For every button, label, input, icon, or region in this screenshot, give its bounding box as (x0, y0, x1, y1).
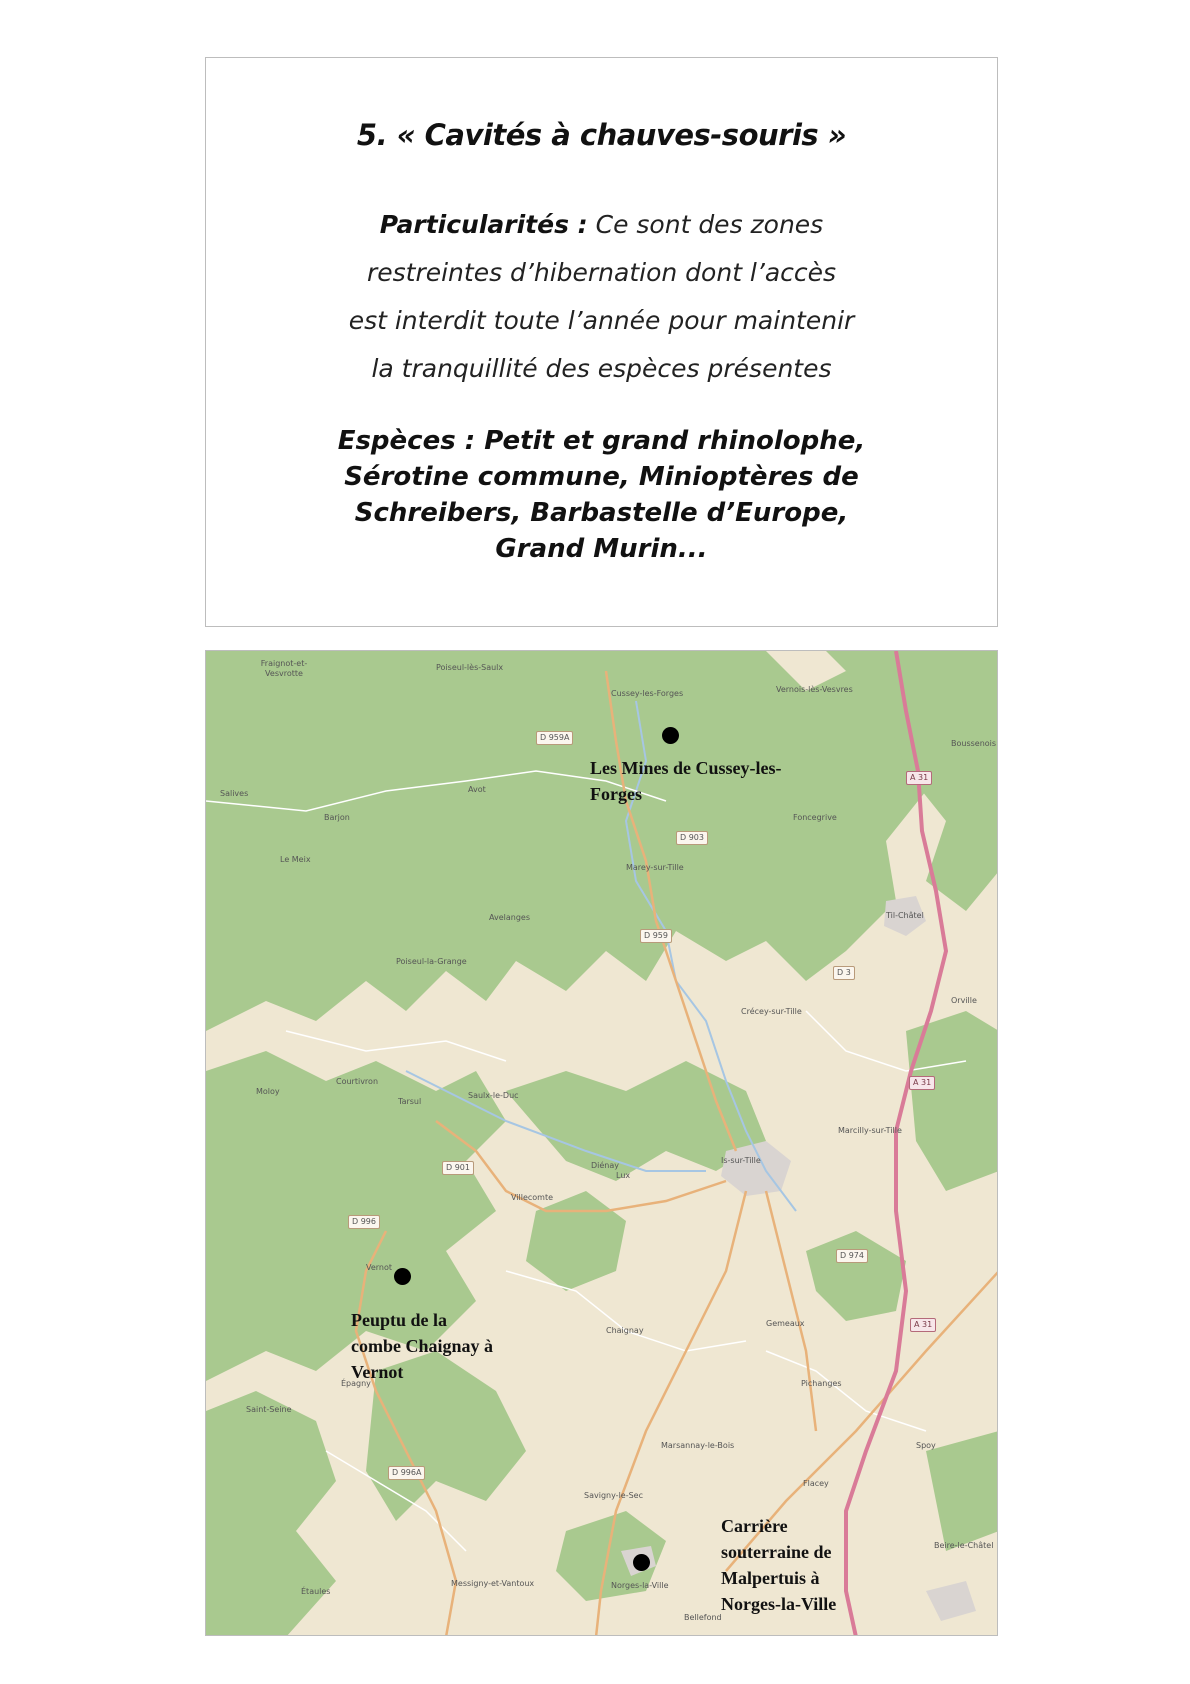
place-label: Avelanges (489, 913, 531, 922)
road-shield: D 959 (640, 929, 672, 943)
place-label: Boussenois (951, 739, 997, 748)
road-shield: D 3 (833, 966, 855, 980)
place-label: Crécey-sur-Tille (741, 1007, 802, 1016)
place-label: Orville (951, 996, 977, 1005)
place-label: Savigny-le-Sec (584, 1491, 643, 1500)
place-label: Marcilly-sur-Tille (838, 1126, 902, 1135)
place-label: Poiseul-la-Grange (396, 957, 467, 966)
road-shield: D 974 (836, 1249, 868, 1263)
place-label: Moloy (256, 1087, 280, 1096)
place-label: Avot (468, 785, 486, 794)
place-label: Saint-Seine (246, 1405, 292, 1414)
place-label: Lux (616, 1171, 631, 1180)
particularites-text: Ce sont des zones restreintes d’hibernation dont l’accès est interdit toute l’année pour maintenir la tranquillité des espèces présentes (348, 210, 855, 383)
site-label: Peuptu de la combe Chaignay à Vernot (351, 1310, 494, 1382)
road-shield: D 901 (442, 1161, 474, 1175)
place-label: Spoy (916, 1441, 936, 1450)
place-label: Tarsul (398, 1097, 422, 1106)
place-label: Is-sur-Tille (721, 1156, 761, 1165)
place-label: Fraignot-et-Vesvrotte (260, 659, 308, 678)
place-label: Vernot (366, 1263, 393, 1272)
particularites-label: Particularités : (379, 210, 588, 239)
road-shield-motorway: A 31 (910, 1318, 936, 1332)
place-label: Épagny (341, 1379, 371, 1388)
place-label: Barjon (324, 813, 350, 822)
place-label: Le Meix (280, 855, 311, 864)
place-label: Courtivron (336, 1077, 379, 1086)
particularites-paragraph (346, 201, 857, 393)
place-label: Poiseul-lès-Saulx (436, 663, 504, 672)
place-label: Villecomte (511, 1193, 554, 1202)
card-title: 5. « Cavités à chauves-souris » (356, 118, 847, 152)
road-shield: D 996A (388, 1466, 425, 1480)
place-label: Diénay (591, 1161, 620, 1170)
map[interactable] (205, 650, 998, 1636)
place-label: Cussey-les-Forges (611, 689, 684, 698)
site-label: Les Mines de Cussey-les-Forges (590, 758, 782, 804)
site-marker[interactable] (394, 1268, 411, 1285)
place-label: Flacey (803, 1479, 829, 1488)
place-label: Pichanges (801, 1379, 842, 1388)
site-marker[interactable] (662, 727, 679, 744)
place-label: Beire-le-Châtel (934, 1541, 994, 1550)
place-label: Saulx-le-Duc (468, 1091, 519, 1100)
place-label: Norges-la-Ville (611, 1581, 669, 1590)
road-shield: D 903 (676, 831, 708, 845)
road-shield: D 959A (536, 731, 573, 745)
place-label: Vernois-lès-Vesvres (776, 685, 853, 694)
description-card (205, 57, 998, 627)
place-label: Marey-sur-Tille (626, 863, 684, 872)
road-shield-motorway: A 31 (906, 771, 932, 785)
site-marker[interactable] (633, 1554, 650, 1571)
place-label: Foncegrive (793, 813, 837, 822)
species-list: Espèces : Petit et grand rhinolophe, Sérotine commune, Minioptères de Schreibers, Barbastelle d’Europe, Grand Murin... (337, 426, 866, 564)
place-label: Messigny-et-Vantoux (451, 1579, 535, 1588)
place-label: Til-Châtel (886, 911, 924, 920)
road-shield-motorway: A 31 (909, 1076, 935, 1090)
place-label: Marsannay-le-Bois (661, 1441, 735, 1450)
road-shield: D 996 (348, 1215, 380, 1229)
site-label: Carrière souterraine de Malpertuis à Norges-la-Ville (721, 1516, 837, 1614)
place-label: Étaules (301, 1587, 331, 1596)
place-label: Gemeaux (766, 1319, 805, 1328)
place-label: Chaignay (606, 1326, 644, 1335)
place-label: Salives (220, 789, 249, 798)
place-label: Bellefond (684, 1613, 722, 1622)
